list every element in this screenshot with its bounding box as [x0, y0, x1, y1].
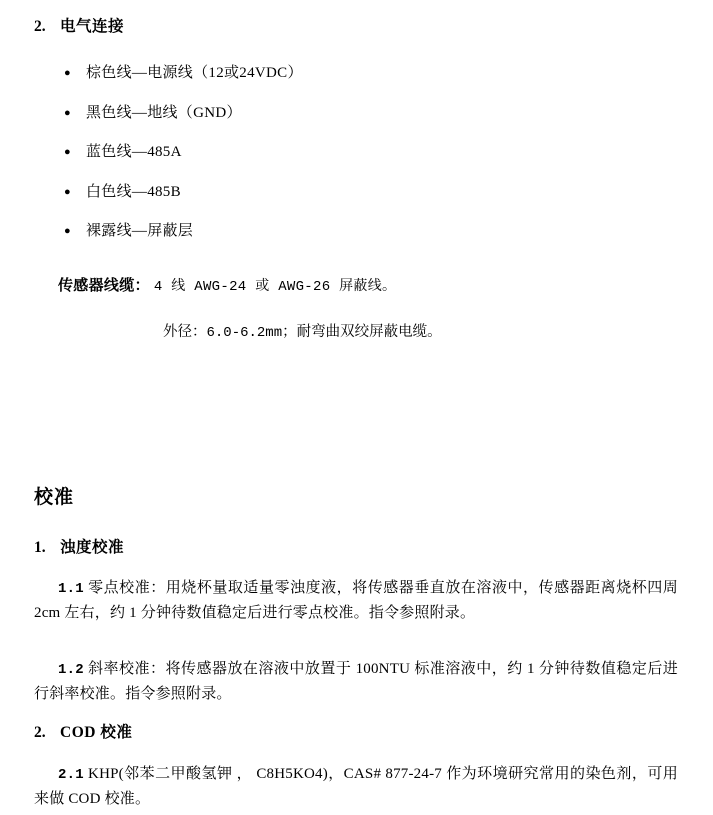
bullet-icon: ● [64, 106, 71, 119]
sensor-cable-line [58, 275, 658, 298]
turbidity-item-1-2-label: 1.2 [58, 662, 84, 678]
list-item-label: 棕色线—电源线（12或24VDC） [86, 65, 303, 81]
section-heading-cod [34, 722, 434, 744]
section-heading-turbidity [34, 537, 434, 559]
bullet-icon: ● [64, 225, 71, 237]
section-number: 2. [34, 724, 46, 741]
sensor-cable-value: 4 线 AWG-24 或 AWG-26 屏蔽线。 [153, 279, 397, 295]
sensor-cable-diameter-line [163, 322, 683, 344]
cod-item-2-1-text: KHP(邻苯二甲酸氢钾 ， C8H5KO4)，CAS# 877-24-7 作为环境研究常用的染色剂，可用来做 COD 校准。 [34, 766, 679, 807]
turbidity-item-1-2 [34, 657, 678, 706]
turbidity-item-1-2-text: 斜率校准：将传感器放在溶液中放置于 100NTU 标准溶液中，约 1 分钟待数值稳定后进行斜率校准。指令参照附录。 [34, 661, 679, 702]
turbidity-item-1-1-text: 零点校准：用烧杯量取适量零浊度液，将传感器垂直放在溶液中，传感器距离烧杯四周 2cm 左右，约 1 分钟待数值稳定后进行零点校准。指令参照附录。 [34, 580, 679, 621]
bullet-icon: ● [64, 67, 71, 79]
cod-item-2-1 [34, 762, 678, 811]
list-item-label: 蓝色线—485A [86, 144, 182, 160]
section-title: 电气连接 [60, 18, 125, 35]
list-item [64, 220, 664, 243]
electrical-bullet-list [64, 62, 664, 260]
list-item [64, 141, 664, 164]
section-number: 1. [34, 539, 46, 556]
diameter-note: ；耐弯曲双绞屏蔽电缆。 [282, 324, 442, 340]
diameter-label: 外径： [163, 324, 207, 340]
section-heading-electrical [34, 16, 434, 38]
list-item [64, 181, 664, 204]
list-item-label: 裸露线—屏蔽层 [86, 223, 194, 239]
turbidity-item-1-1-label: 1.1 [58, 581, 84, 597]
turbidity-item-1-1 [34, 576, 678, 625]
section-title: COD 校准 [60, 724, 133, 741]
section-title: 浊度校准 [60, 539, 125, 556]
sensor-cable-label: 传感器线缆： [58, 278, 150, 294]
list-item [64, 102, 664, 125]
list-item-label: 黑色线—地线（GND） [86, 104, 242, 121]
diameter-value: 6.0-6.2mm [206, 325, 283, 341]
cod-item-2-1-label: 2.1 [58, 767, 84, 783]
list-item-label: 白色线—485B [86, 183, 181, 200]
section-number: 2. [34, 18, 46, 35]
bullet-icon: ● [64, 146, 71, 158]
list-item [64, 62, 664, 85]
bullet-icon: ● [64, 185, 71, 198]
chapter-heading-calibration: 校准 [34, 487, 75, 508]
